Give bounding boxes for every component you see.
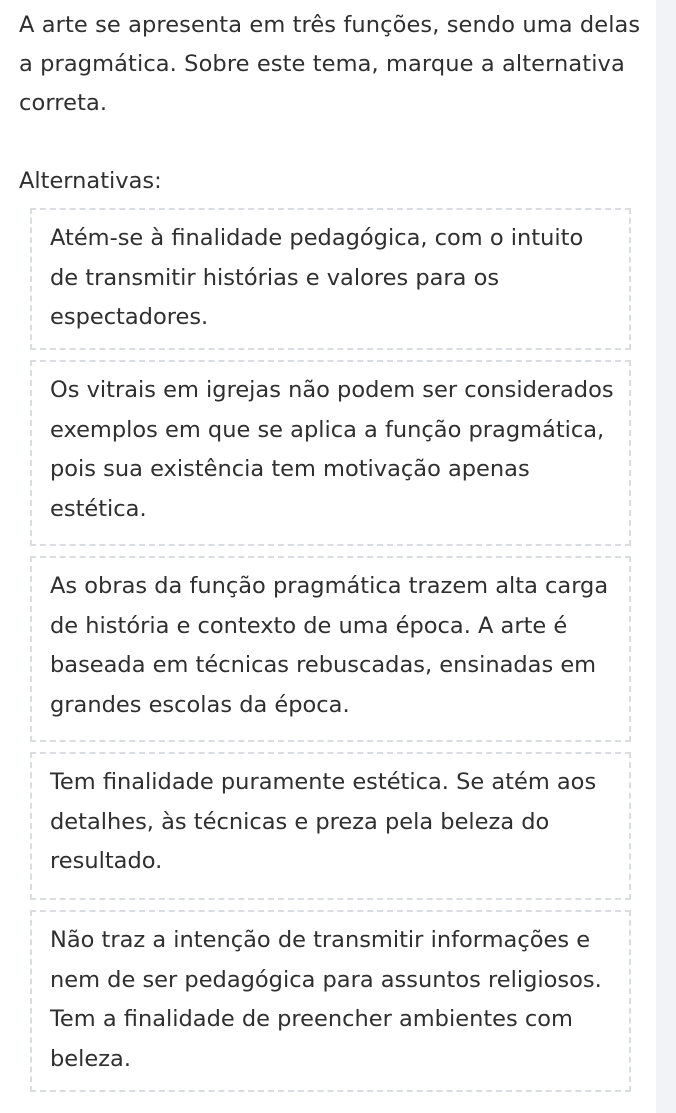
alternative-option-5[interactable]: Não traz a intenção de transmitir informações e nem de ser pedagógica para assuntos religiosos. Tem a finalidade de preencher ambientes com beleza. xyxy=(30,910,631,1092)
alternatives-list xyxy=(30,208,631,1102)
alternative-option-3[interactable]: As obras da função pragmática trazem alta carga de história e contexto de uma época. A arte é baseada em técnicas rebuscadas, ensinadas em grandes escolas da época. xyxy=(30,556,631,742)
alternative-option-2[interactable]: Os vitrais em igrejas não podem ser considerados exemplos em que se aplica a função pragmática, pois sua existência tem motivação apenas estética. xyxy=(30,360,631,546)
scrollbar-track[interactable] xyxy=(656,0,676,1113)
question-text: A arte se apresenta em três funções, sendo uma delas a pragmática. Sobre este tema, marque a alternativa correta. xyxy=(19,12,641,116)
alternatives-label: Alternativas: xyxy=(19,168,162,194)
alternative-option-4[interactable]: Tem finalidade puramente estética. Se atém aos detalhes, às técnicas e preza pela beleza do resultado. xyxy=(30,752,631,900)
question-content xyxy=(19,0,644,1072)
alternative-option-1[interactable]: Atém-se à finalidade pedagógica, com o intuito de transmitir histórias e valores para os espectadores. xyxy=(30,208,631,350)
